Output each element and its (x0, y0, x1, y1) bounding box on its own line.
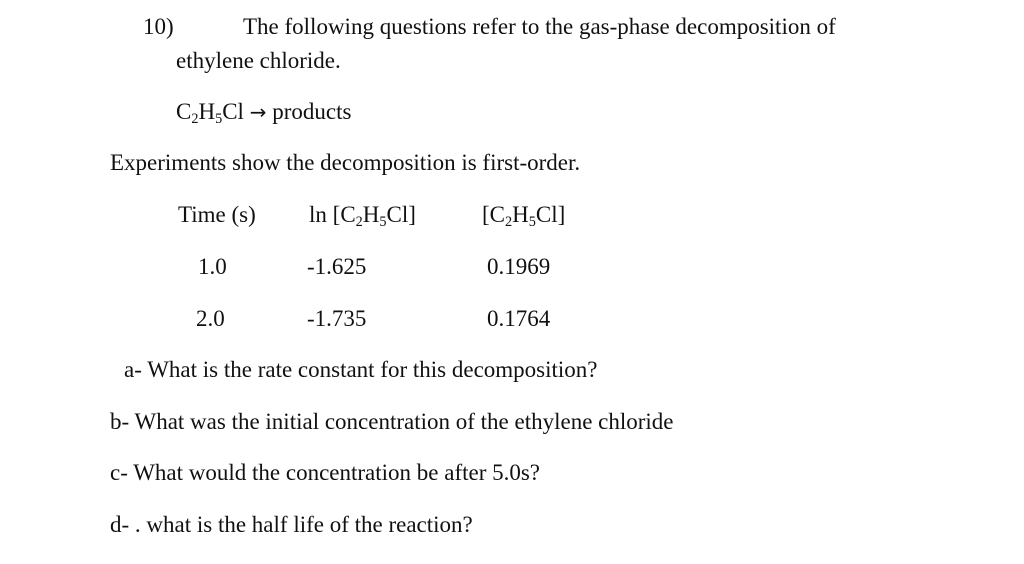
question-intro-line1: The following questions refer to the gas-phase decomposition of (243, 14, 836, 39)
reactant-formula: $C_2H_5Cl$ (176, 99, 244, 127)
row1-ln: -1.625 (307, 254, 367, 279)
part-a-question: a- What is the rate constant for this decomposition? (124, 357, 598, 382)
part-d-question: d- . what is the half life of the reaction? (110, 512, 473, 537)
reaction-equation (176, 99, 352, 127)
header-ln-concentration: $\ln [C_2H_5Cl]$ (309, 202, 416, 230)
question-number: 10) (143, 14, 174, 39)
row1-time: 1.0 (198, 254, 227, 279)
row2-concentration: 0.1764 (487, 306, 551, 331)
reaction-product: products (272, 99, 352, 124)
part-c-question: c- What would the concentration be after 5.0s? (110, 460, 541, 485)
first-order-statement: Experiments show the decomposition is first-order. (110, 150, 581, 175)
row2-ln: -1.735 (307, 306, 367, 331)
reaction-arrow-icon: → (249, 100, 267, 124)
row2-time: 2.0 (196, 306, 225, 331)
header-concentration: $[C_2H_5Cl]$ (482, 202, 566, 230)
row1-concentration: 0.1969 (487, 254, 551, 279)
question-intro-line2: ethylene chloride. (176, 48, 341, 73)
header-time: Time (s) (178, 202, 256, 227)
part-b-question: b- What was the initial concentration of the ethylene chloride (110, 409, 674, 434)
